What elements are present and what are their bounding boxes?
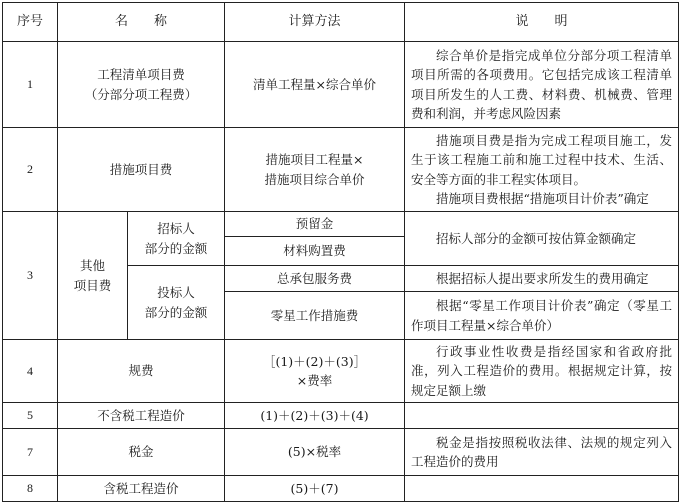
row-method: (1)＋(2)＋(3)＋(4) [225,403,405,429]
table-row [3,340,679,403]
row-name: 含税工程造价 [58,476,225,502]
row-description: 综合单价是指完成单位分部分项工程清单项目所需的各项费用。它包括完成该工程清单项目所发生的人工费、材料费、机械费、管理费和利润，并考虑风险因素 [405,42,679,128]
row-description: 招标人部分的金额可按估算金额确定 [405,212,679,266]
subgroup-line: 招标人 [157,221,195,237]
header-row [3,3,679,42]
item-name: 材料购置费 [225,237,405,266]
row-description: 行政事业性收费是指经国家和省政府批准，列入工程造价的费用。根据规定计算，按规定足额上缴 [405,340,679,403]
header-index: 序号 [3,3,58,42]
item-name: 总承包服务费 [225,266,405,292]
item-name: 零星工作措施费 [225,292,405,340]
header-method: 计算方法 [225,3,405,42]
item-name: 预留金 [225,212,405,237]
row-index: 7 [3,429,58,476]
row-group-name [58,212,128,340]
row-description [405,128,679,212]
row-description [405,403,679,429]
table-row [3,212,679,237]
description-paragraph: 措施项目费根据“措施项目计价表”确定 [436,190,649,206]
cost-table [2,2,679,502]
group-line: 项目费 [73,277,112,293]
row-method: (5)×税率 [225,429,405,476]
table-row [3,429,679,476]
row-description: 根据“零星工作项目计价表”确定（零星工作项目工程量×综合单价） [405,292,679,340]
row-method: 清单工程量×综合单价 [225,42,405,128]
row-name: 规费 [58,340,225,403]
table-row [3,42,679,128]
method-line: 措施项目工程量× [265,152,364,168]
row-name: 措施项目费 [58,128,225,212]
method-line: ［(1)＋(2)＋(3)］ [262,353,367,369]
row-index: 2 [3,128,58,212]
row-description: 税金是指按照税收法律、法规的规定列入工程造价的费用 [405,429,679,476]
subgroup-tenderer [128,212,225,266]
subgroup-line: 部分的金额 [144,240,208,256]
row-name: 税金 [58,429,225,476]
row-method: (5)＋(7) [225,476,405,502]
header-description: 说 明 [405,3,679,42]
name-line: （分部分项工程费） [84,86,198,102]
description-paragraph: 措施项目费是指为完成工程项目施工，发生于该工程施工前和施工过程中技术、生活、安全等方面的非工程实体项目。 [411,132,673,187]
row-index: 3 [3,212,58,340]
subgroup-line: 部分的金额 [144,304,208,320]
row-index: 4 [3,340,58,403]
subgroup-bidder [128,266,225,340]
row-method [225,340,405,403]
row-description: 根据招标人提出要求所发生的费用确定 [405,266,679,292]
group-line: 其他 [79,258,105,274]
method-line: ×费率 [296,373,333,388]
table-row [3,128,679,212]
row-index: 5 [3,403,58,429]
table-row [3,476,679,502]
method-line: 措施项目综合单价 [264,171,365,187]
subgroup-line: 投标人 [157,285,195,301]
table-row [3,403,679,429]
row-description [405,476,679,502]
row-index: 8 [3,476,58,502]
name-line: 工程清单项目费 [97,67,185,83]
row-name: 不含税工程造价 [58,403,225,429]
row-index: 1 [3,42,58,128]
row-method [225,128,405,212]
header-name: 名 称 [58,3,225,42]
row-name [58,42,225,128]
